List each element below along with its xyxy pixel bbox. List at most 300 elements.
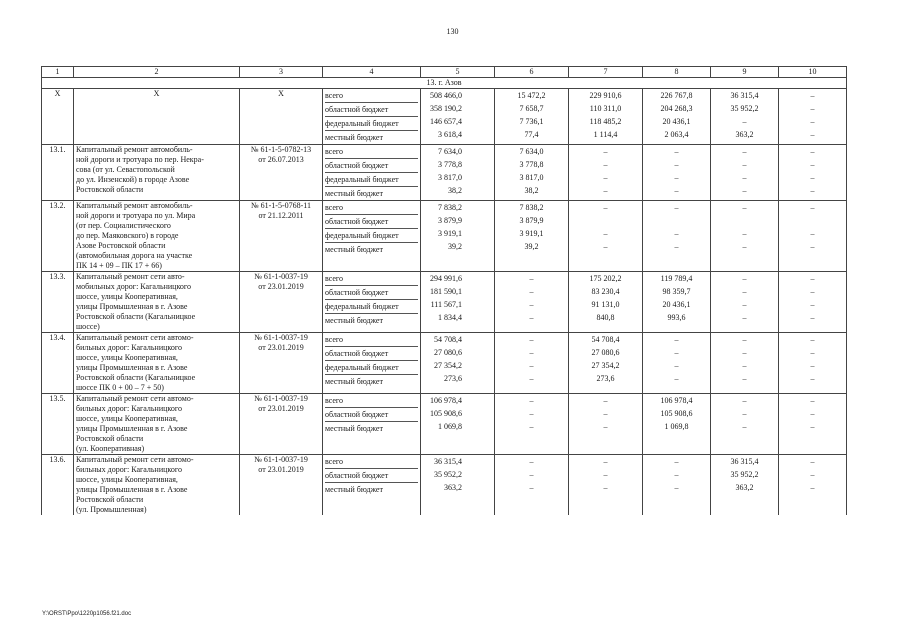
description-line: шоссе, улицы Кооперативная, — [76, 292, 178, 301]
amount-cell: 91 131,0 — [591, 300, 620, 309]
amount-cell: – — [742, 409, 747, 418]
description-line: улицы Промышленная в г. Азове — [76, 424, 188, 433]
amount-cell: – — [742, 186, 747, 195]
amount-cell: – — [810, 203, 815, 212]
amount-cell: 38,2 — [524, 186, 539, 195]
amount-cell: 39,2 — [448, 242, 462, 251]
amount-cell: – — [603, 470, 608, 479]
amount-cell: 294 991,6 — [430, 274, 462, 283]
amount-cell: 119 789,4 — [660, 274, 693, 283]
amount-cell: – — [742, 300, 747, 309]
row-number: 13.2. — [42, 201, 74, 272]
amount-cell: 38,2 — [448, 186, 462, 195]
amount-cell: – — [674, 361, 679, 370]
amount-cell: 1 069,8 — [664, 422, 689, 431]
amount-cell: – — [810, 229, 815, 238]
document-reference — [240, 333, 323, 394]
amount-cell: – — [674, 470, 679, 479]
budget-source-label: областной бюджет — [325, 286, 418, 300]
amount-column-5 — [421, 145, 495, 201]
amount-cell: – — [529, 361, 534, 370]
document-line: № 61-1-5-0782-13 — [250, 145, 312, 154]
amount-cell: 54 708,4 — [434, 335, 462, 344]
amount-column-10 — [779, 455, 847, 516]
amount-cell: 1 114,4 — [593, 130, 618, 139]
amount-column-6 — [495, 272, 569, 333]
budget-source-label: областной бюджет — [325, 408, 418, 422]
budget-source-labels — [323, 272, 421, 333]
amount-cell: – — [674, 186, 679, 195]
amount-cell: – — [603, 203, 608, 212]
amount-cell: 7 838,2 — [519, 203, 544, 212]
amount-cell: 3 879,9 — [438, 216, 462, 225]
amount-column-6 — [495, 333, 569, 394]
amount-cell: – — [742, 313, 747, 322]
amount-column-9 — [711, 394, 779, 455]
amount-cell: – — [810, 422, 815, 431]
amount-cell: 105 908,6 — [660, 409, 693, 418]
description-line: сова (от ул. Севастопольской — [76, 165, 175, 174]
amount-column-10 — [779, 89, 847, 145]
amount-column-5 — [421, 272, 495, 333]
amount-cell: 2 063,4 — [664, 130, 689, 139]
row-number: 13.3. — [42, 272, 74, 333]
row-number: 13.6. — [42, 455, 74, 516]
amount-cell: 7 658,7 — [519, 104, 544, 113]
budget-source-labels — [323, 394, 421, 455]
amount-column-10 — [779, 145, 847, 201]
budget-source-label: местный бюджет — [325, 377, 383, 386]
amount-column-8 — [643, 394, 711, 455]
amount-column-5 — [421, 394, 495, 455]
amount-cell: 36 315,4 — [434, 457, 462, 466]
amount-cell: 39,2 — [524, 242, 539, 251]
amount-column-7 — [569, 394, 643, 455]
amount-column-10 — [779, 272, 847, 333]
table-row — [42, 333, 847, 394]
amount-cell: 27 354,2 — [434, 361, 462, 370]
amount-cell: – — [603, 483, 608, 492]
amount-column-5 — [421, 455, 495, 516]
amount-cell — [645, 214, 708, 227]
amount-cell: – — [810, 396, 815, 405]
amount-cell: – — [603, 422, 608, 431]
amount-cell: 3 817,0 — [438, 173, 462, 182]
description-line: Капитальный ремонт автомобиль- — [76, 201, 193, 210]
description-line: шоссе ПК 0 + 00 – 7 + 50) — [76, 383, 164, 392]
amount-cell: – — [674, 147, 679, 156]
amount-cell: – — [810, 186, 815, 195]
column-numbers-row — [42, 67, 847, 78]
amount-cell: – — [603, 242, 608, 251]
amount-cell: 20 436,1 — [662, 300, 691, 309]
amount-cell: 106 978,4 — [430, 396, 462, 405]
amount-cell: 3 778,8 — [519, 160, 544, 169]
amount-cell — [571, 214, 640, 227]
document-reference — [240, 201, 323, 272]
amount-cell: 110 311,0 — [589, 104, 622, 113]
amount-column-8 — [643, 333, 711, 394]
document-reference — [240, 272, 323, 333]
amount-cell: – — [810, 409, 815, 418]
amount-cell: – — [810, 242, 815, 251]
amount-cell: 20 436,1 — [662, 117, 691, 126]
object-description — [74, 394, 240, 455]
row-number: 13.1. — [42, 145, 74, 201]
document-reference — [240, 394, 323, 455]
amount-cell: – — [603, 186, 608, 195]
amount-cell: 111 567,1 — [430, 300, 462, 309]
document-line: от 23.01.2019 — [258, 282, 304, 291]
amount-cell: – — [603, 147, 608, 156]
col-header-1: 1 — [42, 67, 74, 78]
description-line: бильных дорог: Кагальницкого — [76, 465, 182, 474]
col-header-3: 3 — [240, 67, 323, 78]
amount-cell: 27 080,6 — [591, 348, 620, 357]
amount-column-7 — [569, 201, 643, 272]
amount-cell: – — [674, 335, 679, 344]
document-line: от 23.01.2019 — [258, 465, 304, 474]
budget-source-label: федеральный бюджет — [325, 229, 418, 243]
description-line: (ул. Промышленная) — [76, 505, 147, 514]
description-line: шоссе, улицы Кооперативная, — [76, 353, 178, 362]
amount-column-5 — [421, 89, 495, 145]
amount-cell: 3 879,9 — [519, 216, 544, 225]
amount-cell: 54 708,4 — [591, 335, 620, 344]
amount-cell: – — [529, 409, 534, 418]
amount-cell: 363,2 — [735, 130, 754, 139]
description-line: Капитальный ремонт сети авто- — [76, 272, 185, 281]
amount-cell: 204 268,3 — [660, 104, 693, 113]
amount-column-9 — [711, 201, 779, 272]
amount-cell: 98 359,7 — [662, 287, 691, 296]
amount-column-9 — [711, 89, 779, 145]
amount-cell: – — [529, 348, 534, 357]
description-line: до ул. Инзенской) в городе Азове — [76, 175, 190, 184]
total-marker: X — [240, 89, 323, 145]
amount-cell: 1 069,8 — [438, 422, 462, 431]
object-description — [74, 455, 240, 516]
budget-source-labels — [323, 89, 421, 145]
amount-column-5 — [421, 201, 495, 272]
budget-source-label: местный бюджет — [325, 189, 383, 198]
amount-cell: – — [810, 287, 815, 296]
amount-cell: – — [742, 203, 747, 212]
budget-source-label: местный бюджет — [325, 485, 383, 494]
amount-cell: – — [674, 242, 679, 251]
row-number: 13.5. — [42, 394, 74, 455]
description-line: (автомобильная дорога на участке — [76, 251, 193, 260]
amount-cell: 27 080,6 — [434, 348, 462, 357]
amount-cell: – — [810, 483, 815, 492]
amount-cell — [781, 214, 844, 227]
amount-cell: 7 634,0 — [519, 147, 544, 156]
document-reference — [240, 145, 323, 201]
description-line: шоссе, улицы Кооперативная, — [76, 414, 178, 423]
amount-cell: 1 834,4 — [438, 313, 462, 322]
amount-cell: 273,6 — [596, 374, 615, 383]
amount-column-9 — [711, 455, 779, 516]
amount-cell: – — [742, 422, 747, 431]
amount-cell: – — [810, 374, 815, 383]
description-line: (ул. Кооперативная) — [76, 444, 145, 453]
budget-source-label: местный бюджет — [325, 424, 383, 433]
amount-column-8 — [643, 89, 711, 145]
col-header-4: 4 — [323, 67, 421, 78]
amount-column-9 — [711, 333, 779, 394]
amount-cell: – — [674, 160, 679, 169]
description-line: Капитальный ремонт сети автомо- — [76, 455, 194, 464]
file-path-footer: Y:\ORST\Ppo\1220p1056.f21.doc — [42, 611, 132, 617]
col-header-6: 6 — [495, 67, 569, 78]
amount-cell: 508 466,0 — [430, 91, 462, 100]
amount-cell: 27 354,2 — [591, 361, 620, 370]
col-header-7: 7 — [569, 67, 643, 78]
description-line: Капитальный ремонт сети автомо- — [76, 394, 194, 403]
amount-cell: – — [742, 242, 747, 251]
budget-source-label: всего — [325, 89, 418, 103]
amount-column-7 — [569, 89, 643, 145]
amount-cell: – — [742, 287, 747, 296]
amount-cell: – — [529, 374, 534, 383]
amount-cell: 358 190,2 — [430, 104, 462, 113]
budget-table — [41, 66, 847, 515]
description-line: Ростовской области (Кагальницкое — [76, 373, 196, 382]
document-line: № 61-1-0037-19 — [254, 455, 308, 464]
amount-cell: – — [674, 457, 679, 466]
description-line: улицы Промышленная в г. Азове — [76, 302, 188, 311]
description-line: шоссе) — [76, 322, 100, 331]
budget-source-label: федеральный бюджет — [325, 117, 418, 131]
document-line: от 21.12.2011 — [258, 211, 304, 220]
object-description — [74, 201, 240, 272]
amount-cell: 181 590,1 — [430, 287, 462, 296]
budget-source-label: всего — [325, 333, 418, 347]
amount-cell: 363,2 — [444, 483, 462, 492]
object-description — [74, 272, 240, 333]
amount-cell: – — [742, 160, 747, 169]
description-line: Азове Ростовской области — [76, 241, 166, 250]
amount-cell: 226 767,8 — [660, 91, 693, 100]
amount-cell: 105 908,6 — [430, 409, 462, 418]
total-marker: X — [42, 89, 74, 145]
document-line: № 61-1-0037-19 — [254, 272, 308, 281]
amount-cell: – — [674, 229, 679, 238]
amount-cell: – — [810, 361, 815, 370]
amount-cell: – — [810, 117, 815, 126]
budget-source-label: всего — [325, 394, 418, 408]
amount-column-10 — [779, 394, 847, 455]
amount-cell: – — [742, 117, 747, 126]
amount-cell: 229 910,6 — [589, 91, 622, 100]
amount-cell: – — [529, 470, 534, 479]
amount-cell: 7 838,2 — [438, 203, 462, 212]
amount-cell: 3 778,8 — [438, 160, 462, 169]
col-header-10: 10 — [779, 67, 847, 78]
amount-cell: – — [810, 470, 815, 479]
amount-cell: – — [810, 173, 815, 182]
document-line: от 23.01.2019 — [258, 404, 304, 413]
description-line: Капитальный ремонт автомобиль- — [76, 145, 193, 154]
amount-cell: – — [742, 348, 747, 357]
amount-cell: – — [742, 361, 747, 370]
amount-column-7 — [569, 333, 643, 394]
page-number: 130 — [446, 27, 459, 36]
object-description — [74, 145, 240, 201]
amount-cell: – — [529, 396, 534, 405]
amount-cell: 840,8 — [596, 313, 615, 322]
amount-cell: – — [742, 335, 747, 344]
amount-cell: – — [603, 457, 608, 466]
description-line: (от пер. Социалистического — [76, 221, 171, 230]
amount-cell: – — [529, 457, 534, 466]
amount-cell — [713, 214, 776, 227]
description-line: ПК 14 + 09 – ПК 17 + 66) — [76, 261, 162, 270]
amount-cell: – — [674, 173, 679, 182]
col-header-2: 2 — [74, 67, 240, 78]
budget-source-labels — [323, 333, 421, 394]
amount-cell: – — [810, 104, 815, 113]
amount-cell: – — [742, 274, 747, 283]
amount-cell: – — [810, 348, 815, 357]
document-line: от 23.01.2019 — [258, 343, 304, 352]
budget-source-label: всего — [325, 201, 418, 215]
amount-cell: – — [810, 147, 815, 156]
amount-cell: – — [810, 274, 815, 283]
amount-cell: 36 315,4 — [730, 457, 759, 466]
amount-cell: – — [603, 160, 608, 169]
amount-cell: 3 919,1 — [438, 229, 462, 238]
amount-cell: 35 952,2 — [730, 470, 759, 479]
budget-source-label: всего — [325, 145, 418, 159]
amount-cell: – — [742, 147, 747, 156]
description-line: бильных дорог: Кагальницкого — [76, 404, 182, 413]
amount-column-9 — [711, 145, 779, 201]
description-line: улицы Промышленная в г. Азове — [76, 363, 188, 372]
amount-cell: – — [529, 335, 534, 344]
description-line: до пер. Маяковского) в городе — [76, 231, 179, 240]
amount-cell: – — [529, 300, 534, 309]
amount-column-9 — [711, 272, 779, 333]
amount-cell: – — [810, 160, 815, 169]
amount-cell: 175 202,2 — [589, 274, 622, 283]
amount-cell: 77,4 — [524, 130, 539, 139]
col-header-9: 9 — [711, 67, 779, 78]
document-line: № 61-1-0037-19 — [254, 333, 308, 342]
object-description — [74, 333, 240, 394]
amount-cell: 106 978,4 — [660, 396, 693, 405]
amount-cell: – — [810, 313, 815, 322]
description-line: ной дороги и тротуара по пер. Некра- — [76, 155, 204, 164]
amount-column-10 — [779, 201, 847, 272]
amount-cell: – — [674, 374, 679, 383]
table-body — [42, 67, 847, 516]
amount-column-7 — [569, 145, 643, 201]
amount-cell: 36 315,4 — [730, 91, 759, 100]
amount-cell: 35 952,2 — [730, 104, 759, 113]
amount-cell: 993,6 — [667, 313, 686, 322]
amount-cell: – — [603, 409, 608, 418]
amount-cell: – — [742, 229, 747, 238]
amount-column-7 — [569, 272, 643, 333]
amount-column-6 — [495, 89, 569, 145]
amount-cell: – — [529, 483, 534, 492]
table-row — [42, 272, 847, 333]
description-line: ной дороги и тротуара по ул. Мира — [76, 211, 196, 220]
col-header-5: 5 — [421, 67, 495, 78]
amount-cell: – — [742, 173, 747, 182]
amount-column-5 — [421, 333, 495, 394]
description-line: Ростовской области — [76, 434, 144, 443]
amount-column-8 — [643, 145, 711, 201]
budget-source-label: областной бюджет — [325, 159, 418, 173]
document-line: № 61-1-0037-19 — [254, 394, 308, 403]
amount-column-6 — [495, 455, 569, 516]
description-line: мобильных дорог: Кагальницкого — [76, 282, 192, 291]
description-line: бильных дорог: Кагальницкого — [76, 343, 182, 352]
budget-source-label: федеральный бюджет — [325, 173, 418, 187]
amount-cell: – — [603, 229, 608, 238]
amount-column-10 — [779, 333, 847, 394]
amount-cell: 83 230,4 — [591, 287, 620, 296]
amount-cell: 35 952,2 — [434, 470, 462, 479]
amount-cell: – — [674, 348, 679, 357]
city-title-row — [42, 78, 847, 89]
amount-cell: – — [674, 203, 679, 212]
budget-source-labels — [323, 201, 421, 272]
budget-source-labels — [323, 455, 421, 516]
amount-cell: – — [603, 396, 608, 405]
amount-cell: – — [529, 287, 534, 296]
amount-cell: 273,6 — [444, 374, 462, 383]
amount-cell: 3 919,1 — [519, 229, 544, 238]
amount-cell: 7 634,0 — [438, 147, 462, 156]
budget-source-labels — [323, 145, 421, 201]
amount-cell: – — [810, 457, 815, 466]
total-marker: X — [74, 89, 240, 145]
amount-cell: – — [603, 173, 608, 182]
table-row — [42, 394, 847, 455]
city-title: 13. г. Азов — [42, 78, 847, 89]
budget-source-label: областной бюджет — [325, 103, 418, 117]
amount-cell: – — [810, 300, 815, 309]
budget-source-label: местный бюджет — [325, 133, 383, 142]
amount-cell: 146 657,4 — [430, 117, 462, 126]
document-line: № 61-1-5-0768-11 — [251, 201, 311, 210]
description-line: Ростовской области (Кагальницкое — [76, 312, 196, 321]
amount-column-6 — [495, 394, 569, 455]
amount-cell: 15 472,2 — [517, 91, 546, 100]
amount-cell: 7 736,1 — [519, 117, 544, 126]
budget-source-label: местный бюджет — [325, 245, 383, 254]
amount-column-6 — [495, 201, 569, 272]
amount-column-8 — [643, 272, 711, 333]
budget-source-label: всего — [325, 272, 418, 286]
amount-column-6 — [495, 145, 569, 201]
row-number: 13.4. — [42, 333, 74, 394]
budget-source-label: федеральный бюджет — [325, 300, 418, 314]
description-line: Ростовской области — [76, 185, 144, 194]
amount-cell: – — [810, 335, 815, 344]
col-header-8: 8 — [643, 67, 711, 78]
budget-source-label: областной бюджет — [325, 469, 418, 483]
budget-source-label: федеральный бюджет — [325, 361, 418, 375]
amount-cell: – — [742, 396, 747, 405]
budget-source-label: всего — [325, 455, 418, 469]
amount-cell: 118 485,2 — [589, 117, 622, 126]
total-row — [42, 89, 847, 145]
document-reference — [240, 455, 323, 516]
